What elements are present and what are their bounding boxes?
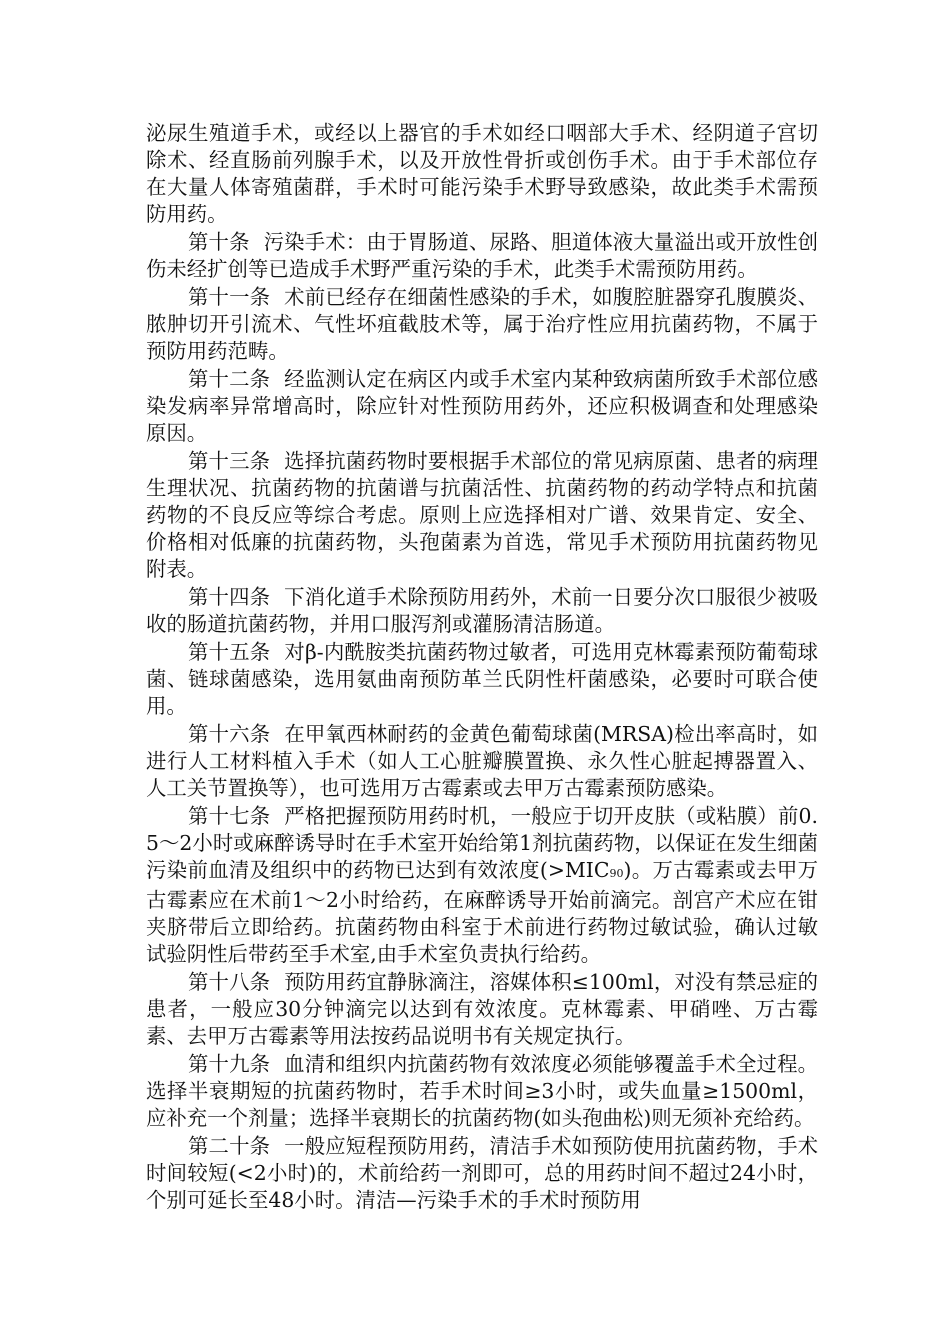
article-12 <box>146 366 818 447</box>
paragraph-text: 泌尿生殖道手术，或经以上器官的手术如经口咽部大手术、经阴道子宫切除术、经直肠前列腺手术，以及开放性骨折或创伤手术。由于手术部位存在大量人体寄殖菌群，手术时可能污染手术野导致感染，故此类手术需预防用药。 <box>146 121 818 226</box>
article-10 <box>146 229 818 283</box>
article-13 <box>146 448 818 583</box>
paragraph-text: 经监测认定在病区内或手术室内某种致病菌所致手术部位感染发病率异常增高时，除应针对性预防用药外，还应积极调查和处理感染原因。 <box>146 367 819 445</box>
article-number: 第十条 <box>188 230 250 254</box>
article-number: 第十一条 <box>188 285 271 309</box>
paragraph-text: 严格把握预防用药时机，一般应于切开皮肤（或粘膜）前0.5～2小时或麻醉诱导时在手术室开始给第1剂抗菌药物，以保证在发生细菌污染前血清及组织中的药物已达到有效浓度(>MIC <box>146 804 819 882</box>
paragraph-text: 血清和组织内抗菌药物有效浓度必须能够覆盖手术全过程。选择半衰期短的抗菌药物时，若手术时间≥3小时，或失血量≥1500ml，应补充一个剂量；选择半衰期长的抗菌药物(如头孢曲松)则无须补充给药。 <box>146 1052 819 1130</box>
article-19 <box>146 1051 818 1132</box>
article-number: 第十九条 <box>188 1052 271 1076</box>
paragraph-text: )。万古霉素或去甲万古霉素应在术前1～2小时给药，在麻醉诱导开始前滴完。剖宫产术应在钳夹脐带后立即给药。抗菌药物由科室于术前进行药物过敏试验，确认过敏试验阴性后带药至手术室,由手术室负责执行给药。 <box>146 858 818 966</box>
article-20 <box>146 1133 818 1214</box>
article-number: 第十二条 <box>188 367 271 391</box>
paragraph-text: 选择抗菌药物时要根据手术部位的常见病原菌、患者的病理生理状况、抗菌药物的抗菌谱与抗菌活性、抗菌药物的药动学特点和抗菌药物的不良反应等综合考虑。原则上应选择相对广谱、效果肯定、安全、价格相对低廉的抗菌药物，头孢菌素为首选，常见手术预防用抗菌药物见附表。 <box>146 449 819 581</box>
article-16 <box>146 721 818 802</box>
paragraph-text: 对β-内酰胺类抗菌药物过敏者，可选用克林霉素预防葡萄球菌、链球菌感染，选用氨曲南预防革兰氏阴性杆菌感染，必要时可联合使用。 <box>146 640 818 718</box>
article-number: 第十三条 <box>188 449 271 473</box>
paragraph-text: 一般应短程预防用药，清洁手术如预防使用抗菌药物，手术时间较短(<2小时)的，术前给药一剂即可，总的用药时间不超过24小时，个别可延长至48小时。清洁—污染手术的手术时预防用 <box>146 1134 819 1212</box>
article-17 <box>146 803 818 968</box>
article-18 <box>146 969 818 1050</box>
paragraph-continued <box>146 120 818 228</box>
document-page <box>146 120 818 1215</box>
paragraph-text: 污染手术：由于胃肠道、尿路、胆道体液大量溢出或开放性创伤未经扩创等已造成手术野严重污染的手术，此类手术需预防用药。 <box>146 230 819 281</box>
article-number: 第二十条 <box>188 1134 271 1158</box>
paragraph-text: 术前已经存在细菌性感染的手术，如腹腔脏器穿孔腹膜炎、脓肿切开引流术、气性坏疽截肢术等，属于治疗性应用抗菌药物，不属于预防用药范畴。 <box>146 285 819 363</box>
paragraph-text: 在甲氧西林耐药的金黄色葡萄球菌(MRSA)检出率高时，如进行人工材料植入手术（如人工心脏瓣膜置换、永久性心脏起搏器置入、人工关节置换等），也可选用万古霉素或去甲万古霉素预防感染。 <box>146 722 819 800</box>
paragraph-text: 预防用药宜静脉滴注，溶媒体积≤100ml，对没有禁忌症的患者，一般应30分钟滴完以达到有效浓度。克林霉素、甲硝唑、万古霉素、去甲万古霉素等用法按药品说明书有关规定执行。 <box>146 970 819 1048</box>
paragraph-text: 下消化道手术除预防用药外，术前一日要分次口服很少被吸收的肠道抗菌药物，并用口服泻剂或灌肠清洁肠道。 <box>146 585 819 636</box>
article-11 <box>146 284 818 365</box>
article-number: 第十五条 <box>188 640 271 664</box>
article-number: 第十七条 <box>188 804 271 828</box>
article-14 <box>146 584 818 638</box>
mic-subscript: 90 <box>609 867 624 880</box>
article-number: 第十四条 <box>188 585 271 609</box>
article-15 <box>146 639 818 720</box>
article-number: 第十六条 <box>188 722 271 746</box>
article-number: 第十八条 <box>188 970 271 994</box>
